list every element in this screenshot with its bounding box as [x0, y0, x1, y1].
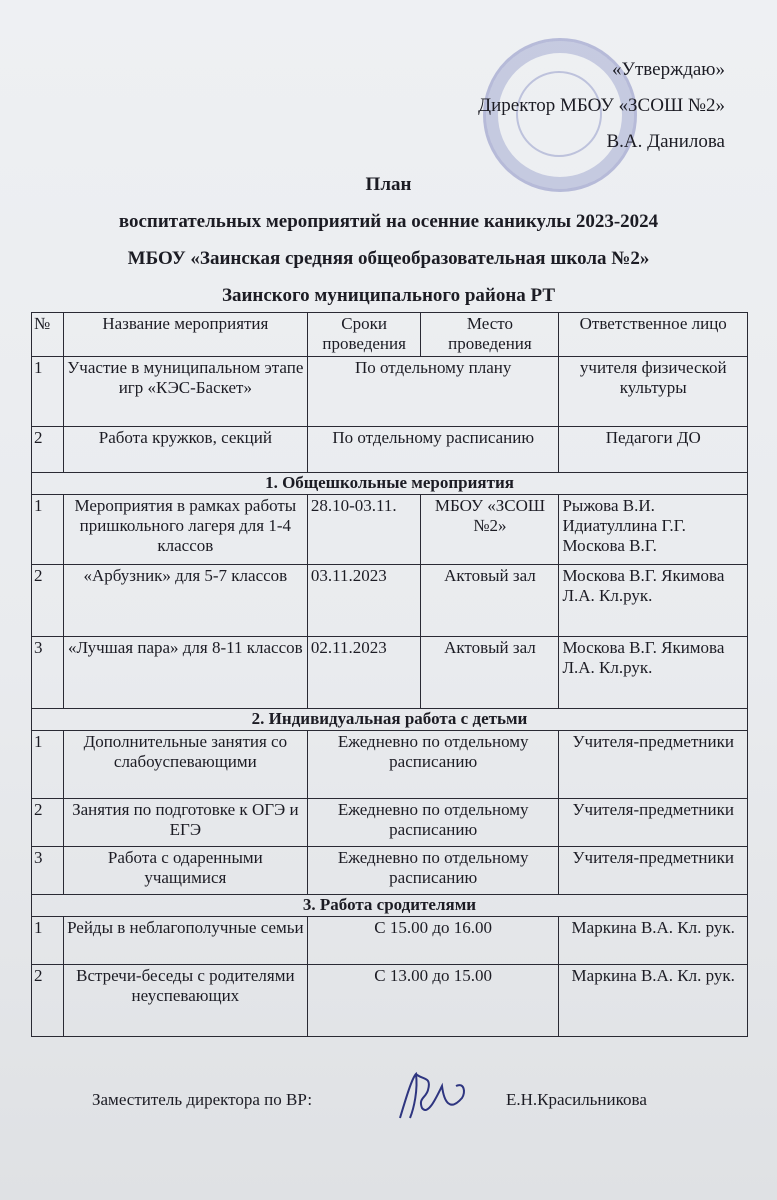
header-place: Место проведения [421, 313, 559, 357]
row-timing-place: Ежедневно по отдельному расписанию [307, 731, 559, 799]
row-dates: 03.11.2023 [307, 565, 421, 637]
approval-line-2: Директор МБОУ «ЗСОШ №2» [478, 95, 725, 116]
section-2-title: 2. Индивидуальная работа с детьми [32, 709, 748, 731]
section-3-title: 3. Работа сродителями [32, 895, 748, 917]
row-name: Работа кружков, секций [63, 427, 307, 473]
section-header [32, 895, 748, 917]
table-row [32, 847, 748, 895]
row-timing-place: Ежедневно по отдельному расписанию [307, 799, 559, 847]
row-name: Рейды в неблагополучные семьи [63, 917, 307, 965]
row-num: 1 [32, 495, 64, 565]
row-responsible: учителя физической культуры [559, 357, 748, 427]
table-row [32, 565, 748, 637]
row-timing-place: С 15.00 до 16.00 [307, 917, 559, 965]
row-name: Занятия по подготовке к ОГЭ и ЕГЭ [63, 799, 307, 847]
document-title [0, 166, 777, 314]
table-row [32, 731, 748, 799]
row-num: 1 [32, 731, 64, 799]
row-responsible: Педагоги ДО [559, 427, 748, 473]
signature-name: Е.Н.Красильникова [506, 1090, 647, 1109]
table-row [32, 965, 748, 1037]
row-num: 3 [32, 637, 64, 709]
row-timing-place: Ежедневно по отдельному расписанию [307, 847, 559, 895]
row-timing-place: По отдельному расписанию [307, 427, 559, 473]
row-responsible: Москова В.Г. Якимова Л.А. Кл.рук. [559, 637, 748, 709]
row-dates: 02.11.2023 [307, 637, 421, 709]
row-place: Актовый зал [421, 637, 559, 709]
title-line-1: План [365, 174, 412, 195]
row-timing-place: С 13.00 до 15.00 [307, 965, 559, 1037]
row-responsible: Москова В.Г. Якимова Л.А. Кл.рук. [559, 565, 748, 637]
row-name: Дополнительные занятия со слабоуспевающими [63, 731, 307, 799]
row-responsible: Учителя-предметники [559, 799, 748, 847]
table-row [32, 637, 748, 709]
row-name: Встречи-беседы с родителями неуспевающих [63, 965, 307, 1037]
table-row [32, 495, 748, 565]
row-name: Мероприятия в рамках работы пришкольного лагеря для 1-4 классов [63, 495, 307, 565]
row-name: «Лучшая пара» для 8-11 классов [63, 637, 307, 709]
row-responsible: Рыжова В.И. Идиатуллина Г.Г. Москова В.Г. [559, 495, 748, 565]
title-line-2: воспитательных мероприятий на осенние каникулы 2023-2024 [118, 211, 659, 232]
section-header [32, 473, 748, 495]
row-responsible: Учителя-предметники [559, 731, 748, 799]
row-responsible: Учителя-предметники [559, 847, 748, 895]
header-dates: Сроки проведения [307, 313, 421, 357]
row-responsible: Маркина В.А. Кл. рук. [559, 965, 748, 1037]
header-name: Название мероприятия [63, 313, 307, 357]
signature-role: Заместитель директора по ВР: [92, 1090, 313, 1109]
section-header [32, 709, 748, 731]
row-place: Актовый зал [421, 565, 559, 637]
table-header-row [32, 313, 748, 357]
row-num: 1 [32, 917, 64, 965]
row-name: Участие в муниципальном этапе игр «КЭС-Баскет» [63, 357, 307, 427]
row-name: Работа с одаренными учащимися [63, 847, 307, 895]
row-name: «Арбузник» для 5-7 классов [63, 565, 307, 637]
approval-block [478, 52, 725, 160]
events-table [31, 312, 748, 1037]
row-num: 3 [32, 847, 64, 895]
approval-line-3: В.А. Данилова [606, 131, 725, 152]
table-row [32, 799, 748, 847]
header-num: № [32, 313, 64, 357]
title-line-3: МБОУ «Заинская средняя общеобразовательная школа №2» [127, 248, 650, 269]
row-place: МБОУ «ЗСОШ №2» [421, 495, 559, 565]
header-responsible: Ответственное лицо [559, 313, 748, 357]
row-num: 2 [32, 565, 64, 637]
row-timing-place: По отдельному плану [307, 357, 559, 427]
row-num: 2 [32, 799, 64, 847]
title-line-4: Заинского муниципального района РТ [221, 285, 556, 306]
table-row [32, 357, 748, 427]
section-1-title: 1. Общешкольные мероприятия [32, 473, 748, 495]
approval-line-1: «Утверждаю» [612, 59, 725, 80]
row-num: 2 [32, 965, 64, 1037]
row-dates: 28.10-03.11. [307, 495, 421, 565]
row-num: 2 [32, 427, 64, 473]
row-responsible: Маркина В.А. Кл. рук. [559, 917, 748, 965]
table-row [32, 917, 748, 965]
table-row [32, 427, 748, 473]
row-num: 1 [32, 357, 64, 427]
handwritten-signature [392, 1068, 472, 1124]
